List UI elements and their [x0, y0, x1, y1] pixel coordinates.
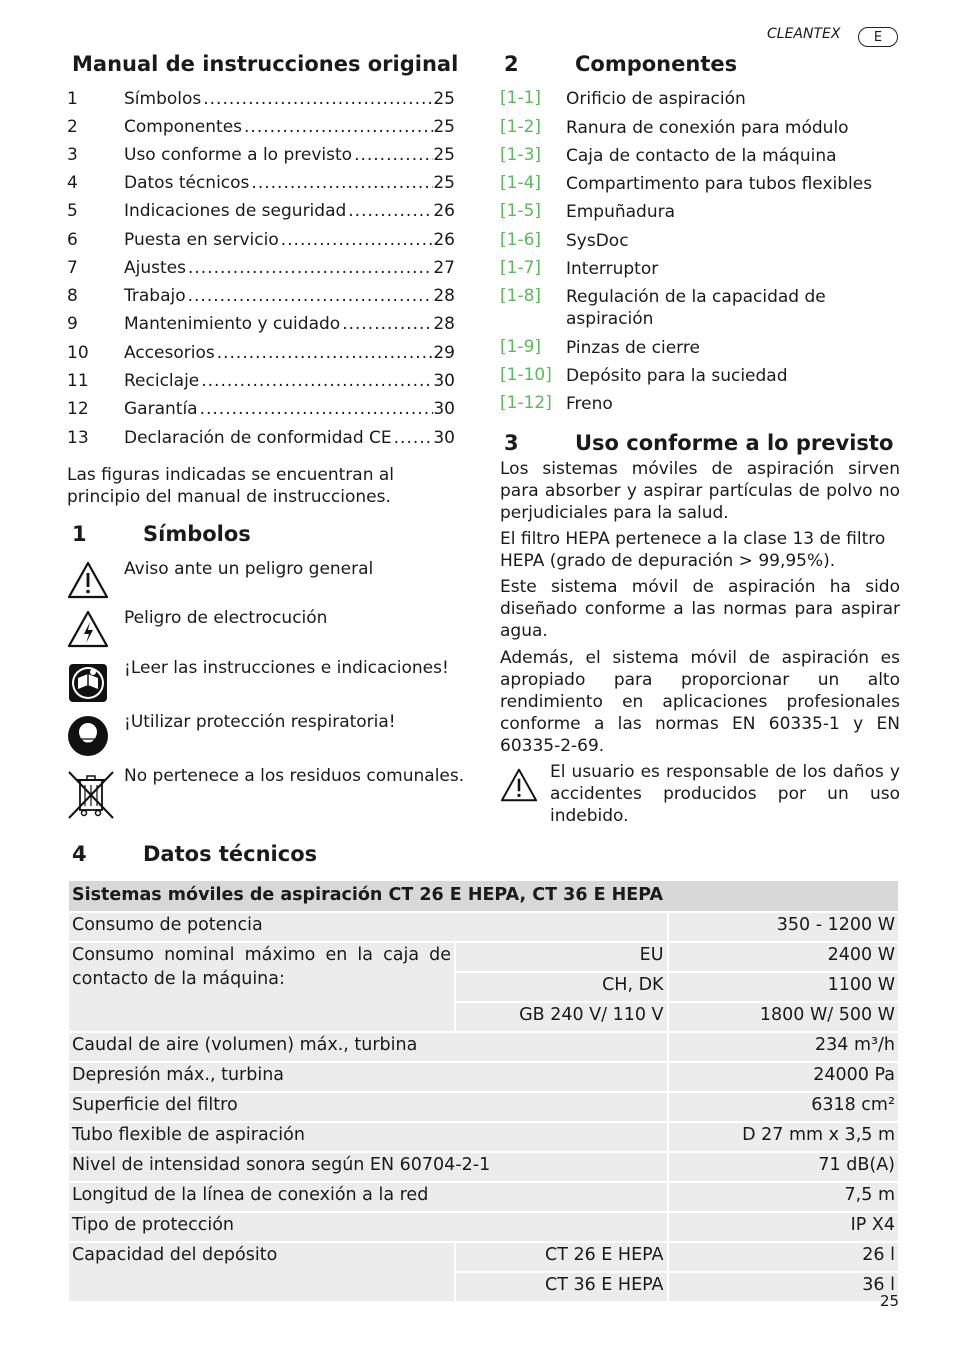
figures-note: Las figuras indicadas se encuentran al principio del manual de instrucciones.: [67, 465, 395, 507]
spec-model: CT 26 E HEPA: [455, 1242, 667, 1272]
section-1-heading: 1 Símbolos: [72, 522, 251, 546]
spec-value: 1100 W: [668, 972, 899, 1002]
symbol-text: Aviso ante un peligro general: [124, 559, 374, 579]
paragraph: Además, el sistema móvil de aspiración es apropiado para proporcionar un alto rendimiento en aplicaciones profesionales conforme a las normas EN 60335-1 y EN 60335-2-69.: [500, 648, 900, 756]
table-row: [68, 942, 899, 972]
manual-title: Manual de instrucciones original: [72, 52, 459, 76]
table-row: [68, 1032, 899, 1062]
spec-value: 7,5 m: [668, 1182, 899, 1212]
section-4-heading: 4 Datos técnicos: [72, 842, 318, 866]
table-title: Sistemas móviles de aspiración CT 26 E HEPA, CT 36 E HEPA: [68, 880, 899, 912]
table-row: [68, 1152, 899, 1182]
paragraph: El filtro HEPA pertenece a la clase 13 de filtro HEPA (grado de depuración > 99,95%).: [500, 529, 886, 571]
symbol-text: Peligro de electrocución: [124, 608, 328, 628]
table-row: [68, 1062, 899, 1092]
spec-value: 36 l: [668, 1272, 899, 1302]
spec-value: 26 l: [668, 1242, 899, 1272]
no-household-waste-icon: [67, 770, 115, 827]
table-row: [68, 880, 899, 912]
spec-value: 1800 W/ 500 W: [668, 1002, 899, 1032]
spec-label: Depresión máx., turbina: [68, 1062, 668, 1092]
spec-value: IP X4: [668, 1212, 899, 1242]
language-badge: E: [858, 27, 898, 47]
spec-label: Capacidad del depósito: [68, 1242, 455, 1302]
spec-label: Consumo nominal máximo en la caja de contacto de la máquina:: [68, 942, 455, 1032]
electric-hazard-icon: [67, 609, 109, 654]
table-row: [68, 1122, 899, 1152]
spec-region: CH, DK: [455, 972, 667, 1002]
spec-label: Tipo de protección: [68, 1212, 668, 1242]
warning-icon: [500, 767, 538, 808]
spec-value: 71 dB(A): [668, 1152, 899, 1182]
spec-value: 350 - 1200 W: [668, 912, 899, 942]
warning-icon: [67, 560, 109, 605]
symbol-text: ¡Leer las instrucciones e indicaciones!: [124, 658, 449, 678]
spec-label: Tubo flexible de aspiración: [68, 1122, 668, 1152]
page-number: 25: [880, 1292, 900, 1310]
spec-value: 24000 Pa: [668, 1062, 899, 1092]
paragraph: Este sistema móvil de aspiración ha sido diseñado conforme a las normas para aspirar agua.: [500, 577, 900, 641]
spec-label: Consumo de potencia: [68, 912, 668, 942]
spec-model: CT 36 E HEPA: [455, 1272, 667, 1302]
table-row: [68, 1092, 899, 1122]
spec-value: 6318 cm²: [668, 1092, 899, 1122]
spec-label: Caudal de aire (volumen) máx., turbina: [68, 1032, 668, 1062]
symbol-text: No pertenece a los residuos comunales.: [124, 766, 465, 786]
section-2-heading: 2 Componentes: [504, 52, 738, 76]
section-3-heading: 3 Uso conforme a lo previsto: [504, 431, 894, 455]
table-row: [68, 1212, 899, 1242]
spec-value: 234 m³/h: [668, 1032, 899, 1062]
spec-label: Longitud de la línea de conexión a la red: [68, 1182, 668, 1212]
specs-table: [67, 879, 900, 1303]
symbol-text: ¡Utilizar protección respiratoria!: [124, 712, 396, 732]
spec-value: D 27 mm x 3,5 m: [668, 1122, 899, 1152]
table-row: [68, 912, 899, 942]
table-row: [68, 1242, 899, 1272]
spec-label: Nivel de intensidad sonora según EN 60704-2-1: [68, 1152, 668, 1182]
spec-value: 2400 W: [668, 942, 899, 972]
spec-region: EU: [455, 942, 667, 972]
read-manual-icon: [67, 662, 109, 709]
paragraph: Los sistemas móviles de aspiración sirven para absorber y aspirar partículas de polvo no perjudiciales para la salud.: [500, 459, 900, 523]
spec-region: GB 240 V/ 110 V: [455, 1002, 667, 1032]
spec-label: Superficie del filtro: [68, 1092, 668, 1122]
brand-label: CLEANTEX: [767, 26, 841, 42]
respirator-icon: [67, 715, 109, 762]
warning-text: El usuario es responsable de los daños y accidentes producidos por un uso indebido.: [550, 762, 900, 826]
table-row: [68, 1182, 899, 1212]
